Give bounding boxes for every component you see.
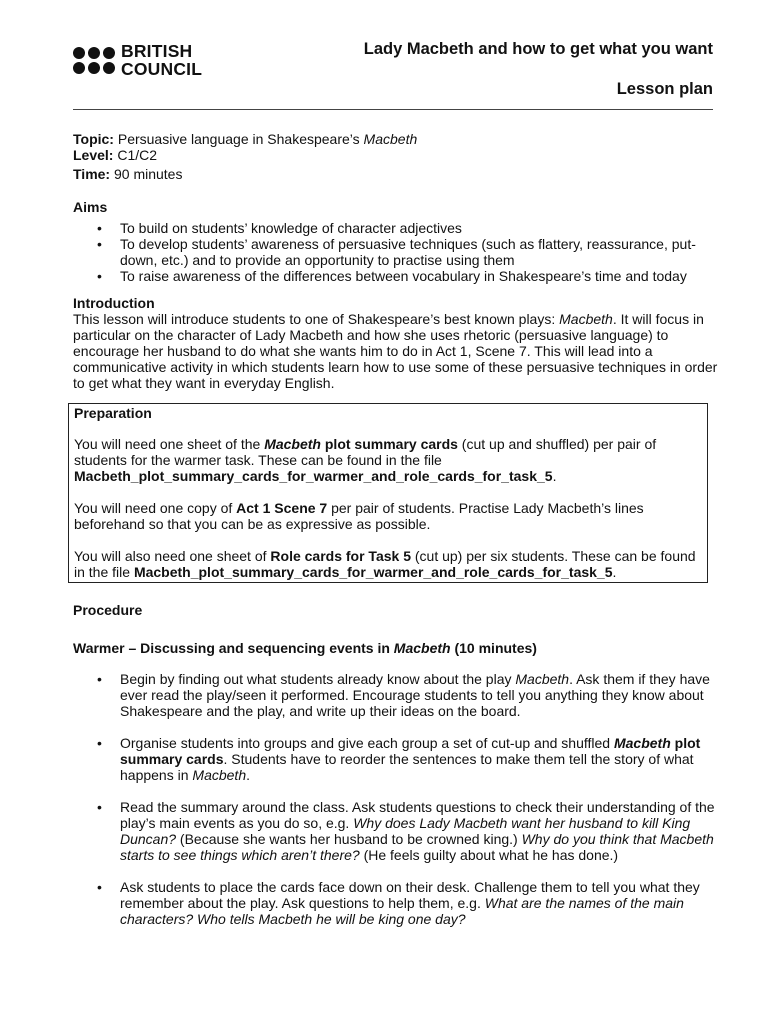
logo-wordmark: BRITISH COUNCIL: [121, 41, 203, 79]
preparation-paragraph: You will also need one sheet of Role cards for Task 5 (cut up) per six students. These can be found in the file Macbeth_plot_summary_cards_for_warmer_and_role_cards_for_task_5.: [74, 548, 696, 580]
document-subtitle: Lesson plan: [616, 80, 713, 98]
introduction-heading: Introduction: [73, 295, 155, 311]
warmer-heading: Warmer – Discussing and sequencing events in Macbeth (10 minutes): [73, 640, 537, 656]
list-item: • Begin by finding out what students already know about the play Macbeth. Ask them if they have ever read the play/seen it performed. Encourage students to tell you anything they know about Shakespeare and the play, and write up their ideas on the board.: [73, 671, 718, 719]
preparation-box: [68, 403, 708, 583]
british-council-logo: [73, 40, 202, 80]
document-title: Lady Macbeth and how to get what you want: [363, 40, 713, 58]
topic-row: Topic: Persuasive language in Shakespeare’s Macbeth: [73, 131, 418, 147]
aims-heading: Aims: [73, 199, 108, 215]
list-item: • To build on students’ knowledge of character adjectives: [73, 220, 718, 236]
procedure-list: [73, 671, 718, 927]
preparation-paragraph: You will need one sheet of the Macbeth plot summary cards (cut up and shuffled) per pair of students for the warmer task. These can be found in the file Macbeth_plot_summary_cards_for_warmer_and_role_cards_for_task_5.: [74, 436, 657, 484]
list-item: • To develop students’ awareness of persuasive techniques (such as flattery, reassurance, put-down, etc.) and to provide an opportunity to practise using them: [73, 236, 718, 268]
procedure-heading: Procedure: [73, 602, 143, 618]
list-item: • Ask students to place the cards face down on their desk. Challenge them to tell you what they remember about the play. Ask questions to help them, e.g. What are the names of the main characters? Who tells Macbeth he will be king one day?: [73, 879, 718, 927]
list-item: • Read the summary around the class. Ask students questions to check their understanding of the play’s main events as you do so, e.g. Why does Lady Macbeth want her husband to kill King Duncan? (Because she wants her husband to be crowned king.) Why do you think that Macbeth starts to see things which aren’t there? (He feels guilty about what he has done.): [73, 799, 718, 863]
document-body: [73, 131, 718, 943]
header-divider: [73, 109, 713, 110]
introduction-paragraph: This lesson will introduce students to one of Shakespeare’s best known plays: Macbeth. It will focus in particular on the character of Lady Macbeth and how she uses rhetoric (persuasive language) to encourage her husband to do what she wants him to do in Act 1, Scene 7. This will lead into a communicative activity in which students learn how to use some of these persuasive techniques in order to get what they want in everyday English.: [73, 311, 718, 391]
preparation-paragraph: You will need one copy of Act 1 Scene 7 per pair of students. Practise Lady Macbeth’s lines beforehand so that you can be as expressive as possible.: [74, 500, 644, 532]
aims-list: [73, 220, 718, 284]
list-item: • Organise students into groups and give each group a set of cut-up and shuffled Macbeth plot summary cards. Students have to reorder the sentences to make them tell the story of what happens in Macbeth.: [73, 735, 718, 783]
preparation-heading: Preparation: [74, 405, 152, 421]
time-row: Time: 90 minutes: [73, 166, 183, 182]
level-row: Level: C1/C2: [73, 147, 158, 163]
list-item: • To raise awareness of the differences between vocabulary in Shakespeare’s time and today: [73, 268, 718, 284]
logo-dots-icon: [73, 47, 115, 74]
